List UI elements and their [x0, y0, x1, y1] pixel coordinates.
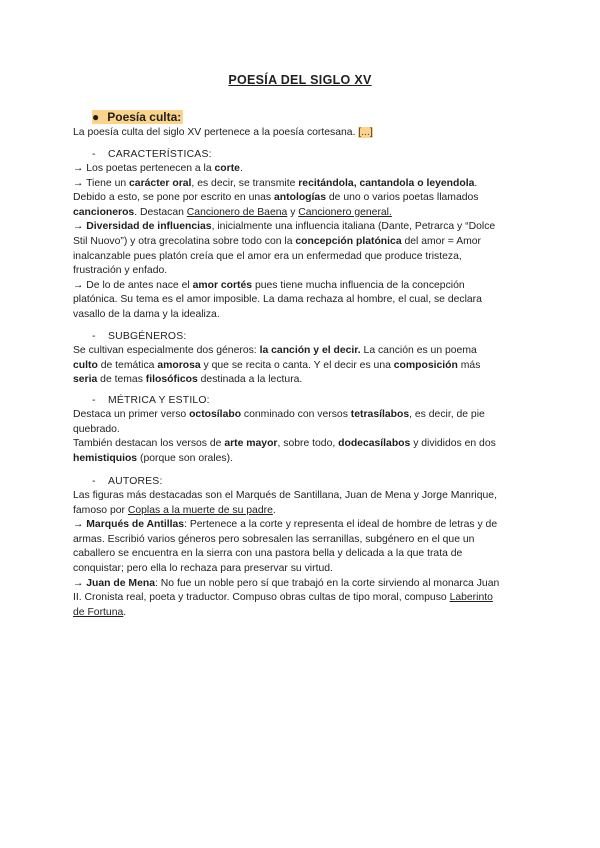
subheading-autores: - AUTORES:	[92, 476, 163, 487]
text-line: de Fortuna.	[73, 606, 127, 618]
text-line: cancioneros. Destacan Cancionero de Baena y Cancionero general.	[73, 206, 392, 218]
text-line: Las figuras más destacadas son el Marqués de Santillana, Juan de Mena y Jorge Manrique,	[73, 490, 497, 501]
ellipsis-marker: [...]	[358, 127, 373, 138]
text-line: conquistar; pero ella lo rechaza para preservar su virtud.	[73, 562, 333, 574]
title-reference: Coplas a la muerte de su padre	[127, 504, 273, 516]
text-line: vasallo de la dama y la idealiza.	[73, 308, 220, 320]
text-line: culto de temática amorosa y que se recita o canta. Y el decir es una composición más	[73, 359, 481, 371]
subheading-text: AUTORES:	[108, 476, 163, 487]
title-reference: Laberinto	[449, 592, 493, 604]
subgeneros-block	[73, 344, 533, 388]
intro-paragraph	[73, 126, 533, 141]
text-line: platónica. Su tema es el amor imposible. La dama rechaza al hombre, el cual, se declara	[73, 294, 482, 306]
text-line: II. Cronista real, poeta y traductor. Compuso obras cultas de tipo moral, compuso Laberinto	[73, 592, 493, 604]
bullet-icon: ●	[92, 110, 100, 124]
subheading-metrica: - MÉTRICA Y ESTILO:	[92, 395, 210, 406]
text-line: → De lo de antes nace el amor cortés pues tiene mucha influencia de la concepción	[73, 279, 465, 291]
text-line: caballero se encuentra en la sierra con una pastora bella y delicada a la que trata de	[73, 548, 463, 560]
autores-block	[73, 489, 533, 620]
subheading-text: CARACTERÍSTICAS:	[108, 149, 212, 160]
text-line: inalcanzable pues platón creía que el amor era un enfermedad que produce tristeza,	[73, 250, 462, 262]
caracteristicas-block	[73, 162, 533, 323]
text-line: Stil Nuovo”) y otra grecolatina sobre todo con la concepción platónica del amor = Amor	[73, 235, 482, 247]
text-line: → Diversidad de influencias, inicialmente una influencia italiana (Dante, Petrarca y “Dolce	[73, 221, 496, 233]
text-line: armas. Escribió varios géneros pero sobresalen las serranillas, subgénero en el que un	[73, 533, 475, 545]
metrica-block	[73, 408, 533, 466]
subheading-text: SUBGÉNEROS:	[108, 331, 187, 342]
title-reference: de Fortuna	[73, 606, 124, 618]
text-line: → Marqués de Antillas: Pertenece a la corte y representa el ideal de hombre de letras y de	[73, 519, 498, 531]
text-line: quebrado.	[73, 423, 120, 435]
subheading-caracteristicas: - CARACTERÍSTICAS:	[92, 149, 212, 160]
title-reference: Cancionero general.	[298, 206, 392, 218]
subheading-subgeneros: - SUBGÉNEROS:	[92, 331, 187, 342]
text-line: frustración y enfado.	[73, 265, 168, 277]
text-line: hemistiquios (porque son orales).	[73, 452, 233, 464]
title-reference: Cancionero de Baena	[186, 206, 288, 218]
page-title: POESÍA DEL SIGLO XV	[228, 73, 372, 87]
text-line: seria de temas filosóficos destinada a la lectura.	[73, 374, 303, 386]
text-line: Debido a esto, se pone por escrito en unas antologías de uno o varios poetas llamados	[73, 192, 479, 204]
text-line: → Juan de Mena: No fue un noble pero sí que trabajó en la corte sirviendo al monarca Juan	[73, 577, 500, 589]
section-label: Poesía culta:	[107, 110, 182, 124]
section-heading-poesia-culta	[92, 110, 183, 124]
subheading-text: MÉTRICA Y ESTILO:	[108, 395, 210, 406]
text-line: famoso por Coplas a la muerte de su padre.	[73, 504, 276, 516]
text-line: También destacan los versos de arte mayor, sobre todo, dodecasílabos y divididos en dos	[73, 438, 496, 450]
intro-text: La poesía culta del siglo XV pertenece a la poesía cortesana.	[73, 127, 359, 138]
text-line: Se cultivan especialmente dos géneros: la canción y el decir. La canción es un poema	[73, 345, 477, 356]
text-line: Destaca un primer verso octosílabo conminado con versos tetrasílabos, es decir, de pie	[73, 409, 485, 420]
text-line: → Los poetas pertenecen a la corte.	[73, 163, 243, 174]
text-line: → Tiene un carácter oral, es decir, se transmite recitándola, cantandola o leyendola.	[73, 177, 478, 189]
